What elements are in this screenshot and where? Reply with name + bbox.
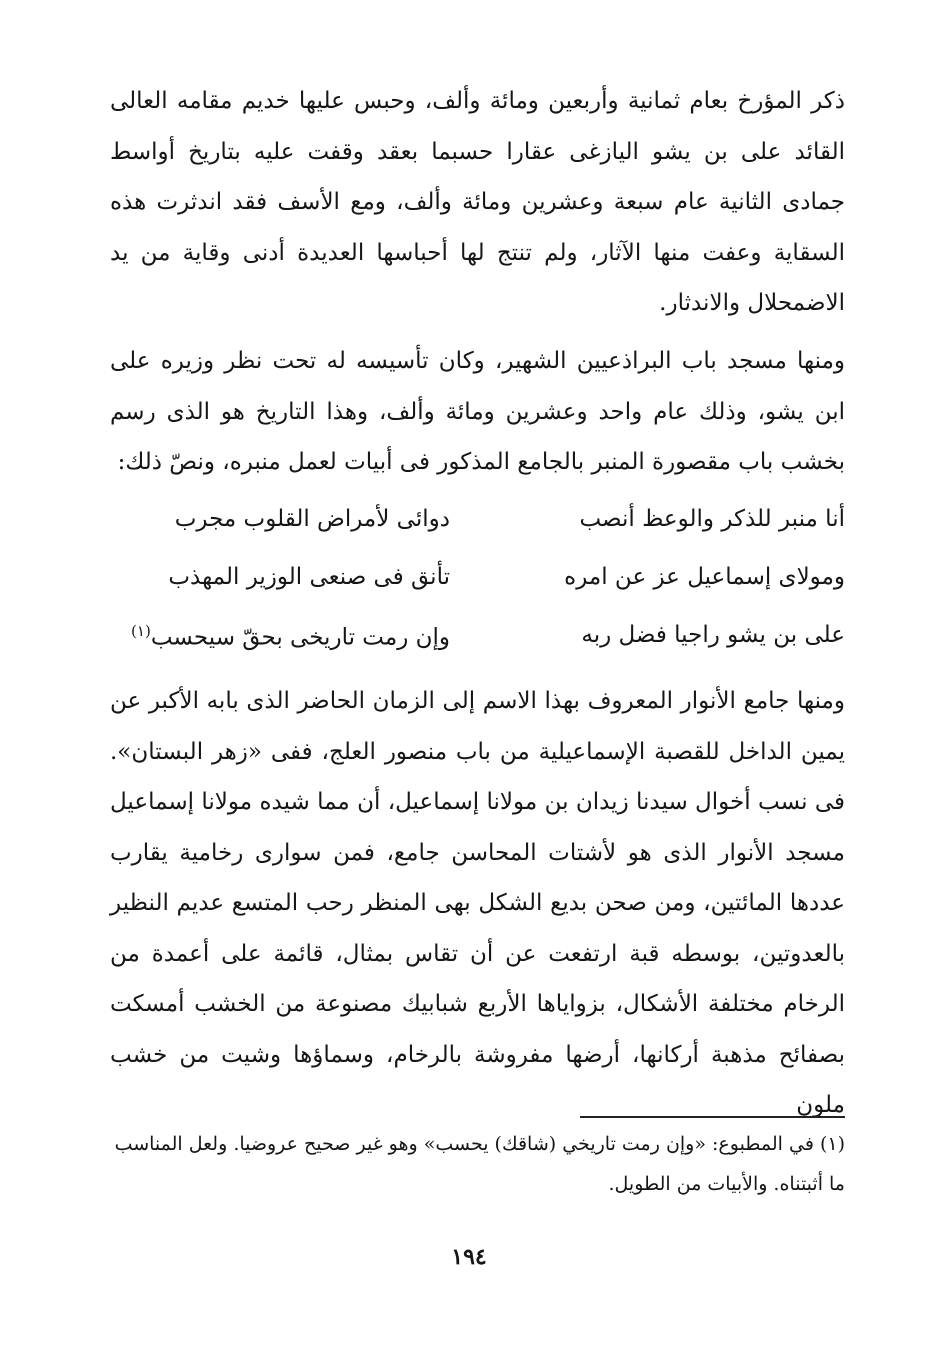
verse-line (110, 498, 845, 556)
verse-second-text: وإن رمت تاريخى بحقّ سيحسب (150, 624, 450, 651)
verse-second-hemistich: تأنق فى صنعى الوزير المهذب (168, 564, 450, 590)
verse-line (110, 614, 845, 672)
footnote-separator (580, 1116, 845, 1118)
paragraph-mosque-baradiyin: ومنها مسجد باب البراذعيين الشهير، وكان تأسيسه له تحت نظر وزيره على ابن يشو، وذلك عام واحد وعشرين ومائة وألف، وهذا التاريخ هو الذى رسم بخشب باب مقصورة المنبر بالجامع المذكور فى أبيات لعمل منبره، ونصّ ذلك: (110, 348, 845, 475)
footnote-reference: (١) (131, 622, 151, 640)
verse-second-hemistich (110, 622, 450, 651)
verse-first-hemistich: أنا منبر للذكر والوعظ أنصب (579, 506, 845, 532)
paragraph-mosque-anwar: ومنها جامع الأنوار المعروف بهذا الاسم إلى الزمان الحاضر الذى بابه الأكبر عن يمين الداخل للقصبة الإسماعيلية من باب منصور العلج، ففى «زهر البستان». فى نسب أخوال سيدنا زيدان بن مولانا إسماعيل، أن مما شيده مولانا إسماعيل مسجد الأنوار الذى هو لأشتات المحاسن جامع، فمن سوارى رخامية يقارب عددها المائتين، ومن صحن بديع الشكل بهى المنظر رحب المتسع عديم النظير بالعدوتين، بوسطه قبة ارتفعت عن أن تقاس بمثال، قائمة على أعمدة من الرخام مختلفة الأشكال، بزواياها الأربع شبابيك مصنوعة من الخشب أمسكت بصفائح مذهبة أركانها، أرضها مفروشة بالرخام، وسماؤها وشيت من خشب ملون (110, 688, 845, 1118)
page-number: ١٩٤ (451, 1244, 487, 1270)
poem-verses (110, 498, 845, 672)
verse-line (110, 556, 845, 614)
paragraph-saqaya: ذكر المؤرخ بعام ثمانية وأربعين ومائة وألف، وحبس عليها خديم مقامه العالى القائد على بن يشو اليازغى عقارا حسبما بعقد وقفت عليه بتاريخ أواسط جمادى الثانية عام سبعة وعشرين ومائة وألف، ومع الأسف فقد اندثرت هذه السقاية وعفت منها الآثار، ولم تنتج لها أحباسها العديدة أدنى وقاية من يد الاضمحلال والاندثار. (110, 88, 845, 316)
verse-first-hemistich: ومولاى إسماعيل عز عن امره (564, 564, 845, 590)
verse-second-hemistich: دوائى لأمراض القلوب مجرب (174, 506, 450, 532)
verse-first-hemistich: على بن يشو راجيا فضل ربه (581, 622, 845, 648)
footnote: (١) في المطبوع: «وإن رمت تاريخي (شاقك) يحسب» وهو غير صحيح عروضيا. ولعل المناسب ما أثبتناه. والأبيات من الطويل. (114, 1133, 845, 1195)
